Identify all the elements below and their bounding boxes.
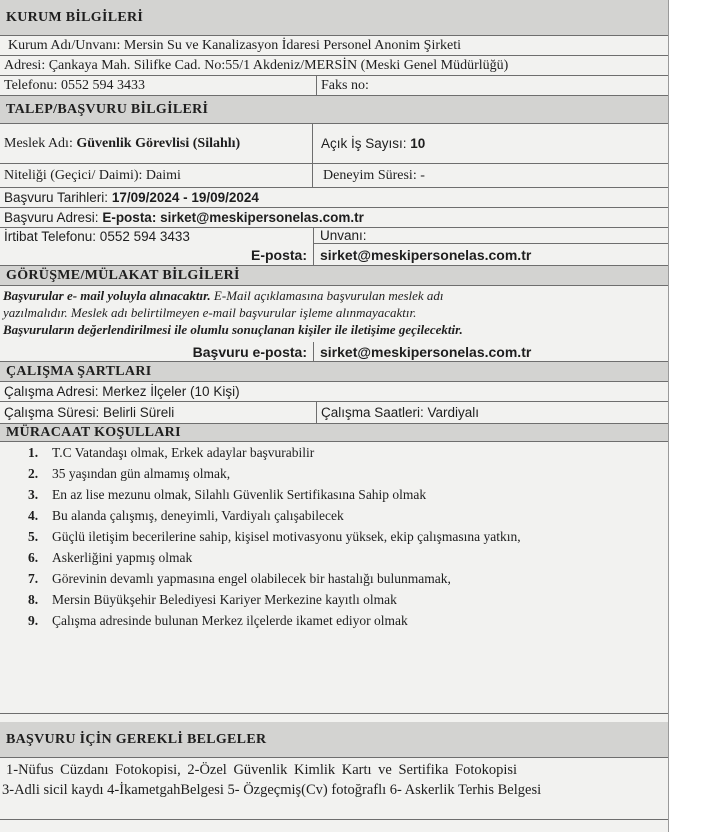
- section-title: GÖRÜŞME/MÜLAKAT BİLGİLERİ: [6, 267, 240, 283]
- irtibat-row: [0, 228, 668, 244]
- section-header-gorusme: [0, 266, 668, 286]
- kurum-adres-row: [0, 56, 668, 76]
- irtibat-telefon: İrtibat Telefonu: 0552 594 3433: [4, 228, 190, 244]
- meslek-value: Güvenlik Görevlisi (Silahlı): [76, 135, 241, 151]
- section-title: BAŞVURU İÇİN GEREKLİ BELGELER: [6, 731, 267, 747]
- basvuru-eposta-value: sirket@meskipersonelas.com.tr: [313, 342, 668, 361]
- nitelik: Niteliği (Geçici/ Daimi): Daimi: [4, 167, 181, 183]
- basvuru-adres-value: E-posta: sirket@meskipersonelas.com.tr: [102, 210, 364, 225]
- meslek-cell: [0, 124, 312, 163]
- tarih-row: [0, 188, 668, 208]
- basvuru-eposta-label: Başvuru e-posta:: [192, 343, 307, 360]
- calisma-adres-row: [0, 382, 668, 402]
- acik-is-value: 10: [410, 136, 426, 151]
- section-title: ÇALIŞMA ŞARTLARI: [6, 363, 152, 379]
- section-header-belgeler: [0, 722, 668, 758]
- list-item: 4. Bu alanda çalışmış, deneyimli, Vardiyalı çalışabilecek: [28, 508, 344, 523]
- gorusme-line-1-bold: Başvurular e- mail yoluyla alınacaktır.: [3, 288, 211, 303]
- eposta-value: sirket@meskipersonelas.com.tr: [313, 244, 668, 265]
- calisma-adres: Çalışma Adresi: Merkez İlçeler (10 Kişi): [4, 384, 240, 399]
- eposta-row: [0, 244, 668, 266]
- list-item: 9. Çalışma adresinde bulunan Merkez ilçelerde ikamet ediyor olmak: [28, 613, 408, 628]
- section-title: MÜRACAAT KOŞULLARI: [6, 424, 181, 440]
- meslek-row: [0, 124, 668, 164]
- calisma-sure: Çalışma Süresi: Belirli Süreli: [4, 405, 175, 420]
- calisma-sure-row: [0, 402, 668, 424]
- list-item: 8. Mersin Büyükşehir Belediyesi Kariyer Merkezine kayıtlı olmak: [28, 592, 397, 607]
- kurum-iletisim-row: [0, 76, 668, 96]
- list-item: 7. Görevinin devamlı yapmasına engel olabilecek bir hastalığı bulunmamak,: [28, 571, 451, 586]
- list-item: 5. Güçlü iletişim becerilerine sahip, kişisel motivasyonu yüksek, ekip çalışmasına yatkın,: [28, 529, 521, 544]
- section-header-talep: [0, 96, 668, 124]
- kurum-adres: Adresi: Çankaya Mah. Silifke Cad. No:55/1 Akdeniz/MERSİN (Meski Genel Müdürlüğü): [4, 57, 509, 73]
- eposta-label: E-posta:: [251, 246, 307, 263]
- gorusme-note: [0, 286, 668, 342]
- muracaat-list: [0, 443, 668, 713]
- acik-is-label: Açık İş Sayısı:: [321, 136, 407, 151]
- list-item: 2. 35 yaşından gün almamış olmak,: [28, 466, 231, 481]
- gorusme-line-2: yazılmalıdır. Meslek adı belirtilmeyen e-mail başvurular işleme alınmayacaktır.: [3, 305, 417, 320]
- list-item: 1. T.C Vatandaşı olmak, Erkek adaylar başvurabilir: [28, 445, 315, 460]
- kurum-adi-row: [0, 36, 668, 56]
- basvuru-eposta-row: [0, 342, 668, 362]
- tarih-value: 17/09/2024 - 19/09/2024: [111, 190, 259, 205]
- deneyim: Deneyim Süresi: -: [312, 164, 668, 187]
- tarih-cell: [0, 188, 259, 207]
- basvuru-adres-row: [0, 208, 668, 228]
- belgeler-body: [0, 758, 668, 820]
- belgeler-line-2: 3-Adli sicil kaydı 4-İkametgahBelgesi 5- Özgeçmiş(Cv) fotoğraflı 6- Askerlik Terhis Belgesi: [2, 782, 542, 798]
- kurum-adi: Kurum Adı/Unvanı: Mersin Su ve Kanalizasyon İdaresi Personel Anonim Şirketi: [8, 37, 461, 53]
- calisma-saat: Çalışma Saatleri: Vardiyalı: [316, 402, 668, 423]
- kurum-telefon: Telefonu: 0552 594 3433: [4, 77, 145, 93]
- nitelik-row: [0, 164, 668, 188]
- acik-is-cell: [312, 124, 668, 163]
- section-title: TALEP/BAŞVURU BİLGİLERİ: [6, 101, 209, 117]
- section-header-kurum: [0, 0, 668, 36]
- basvuru-adres-label: Başvuru Adresi:: [4, 210, 99, 225]
- meslek-label: Meslek Adı:: [4, 135, 73, 151]
- kurum-faks: Faks no:: [316, 76, 668, 95]
- gorusme-line-1: [3, 288, 444, 304]
- basvuru-adres-cell: [0, 208, 364, 227]
- list-item: 6. Askerliğini yapmış olmak: [28, 550, 193, 565]
- tarih-label: Başvuru Tarihleri:: [4, 190, 109, 205]
- gorusme-line-3: Başvuruların değerlendirilmesi ile olumlu sonuçlanan kişiler ile iletişime geçilecektir.: [3, 322, 463, 337]
- unvan: Unvanı:: [313, 228, 668, 244]
- belgeler-line-1: 1-Nüfus Cüzdanı Fotokopisi, 2-Özel Güvenlik Kimlik Kartı ve Sertifika Fotokopisi: [6, 762, 518, 778]
- gorusme-line-1-rest: E-Mail açıklamasına başvurulan meslek adı: [210, 288, 444, 303]
- section-header-muracaat: [0, 424, 668, 442]
- section-header-calisma: [0, 362, 668, 382]
- divider: [0, 713, 668, 714]
- section-title: KURUM BİLGİLERİ: [6, 9, 144, 25]
- list-item: 3. En az lise mezunu olmak, Silahlı Güvenlik Sertifikasına Sahip olmak: [28, 487, 427, 502]
